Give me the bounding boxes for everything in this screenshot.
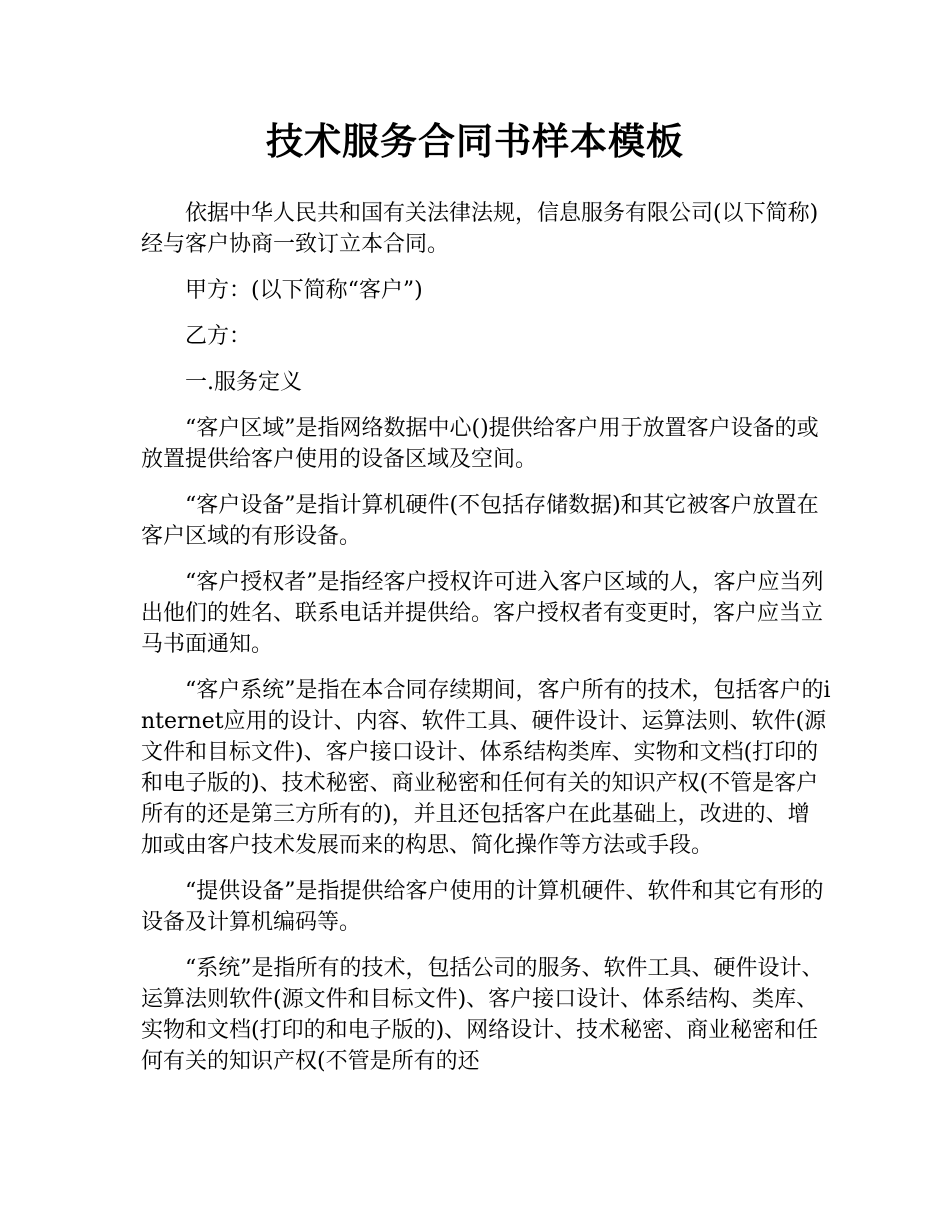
definition-customer-system: “客户系统”是指在本合同存续期间，客户所有的技术，包括客户的internet应用的设计、内容、软件工具、硬件设计、运算法则、软件(源文件和目标文件)、客户接口设计、体系结构类库、实物和文档(打印的和电子版的)、技术秘密、商业秘密和任何有关的知识产权(不管是客户所有的还是第三方所有的)，并且还包括客户在此基础上，改进的、增加或由客户技术发展而来的构思、简化操作等方法或手段。 [141, 678, 831, 858]
definition-system: “系统”是指所有的技术，包括公司的服务、软件工具、硬件设计、运算法则软件(源文件和目标文件)、客户接口设计、体系结构、类库、实物和文档(打印的和电子版的)、网络设计、技术秘密、商业秘密和任何有关的知识产权(不管是所有的还 [141, 956, 824, 1074]
section-heading: 一.服务定义 [185, 370, 302, 395]
definition-customer-area: “客户区域”是指网络数据中心()提供给客户用于放置客户设备的或放置提供给客户使用的设备区域及空间。 [141, 416, 819, 472]
document-body [141, 198, 831, 1092]
definition-provided-equipment: “提供设备”是指提供给客户使用的计算机硬件、软件和其它有形的设备及计算机编码等。 [141, 879, 824, 935]
party-b-line: 乙方： [185, 324, 252, 349]
definition-customer-authorized-person: “客户授权者”是指经客户授权许可进入客户区域的人，客户应当列出他们的姓名、联系电话并提供给。客户授权者有变更时，客户应当立马书面通知。 [141, 570, 824, 657]
party-a-line: 甲方：(以下简称“客户”) [185, 278, 423, 303]
intro-paragraph: 依据中华人民共和国有关法律法规，信息服务有限公司(以下简称)经与客户协商一致订立本合同。 [141, 201, 819, 257]
definition-customer-equipment: “客户设备”是指计算机硬件(不包括存储数据)和其它被客户放置在客户区域的有形设备。 [141, 493, 819, 549]
document-title: 技术服务合同书样本模板 [266, 120, 684, 163]
